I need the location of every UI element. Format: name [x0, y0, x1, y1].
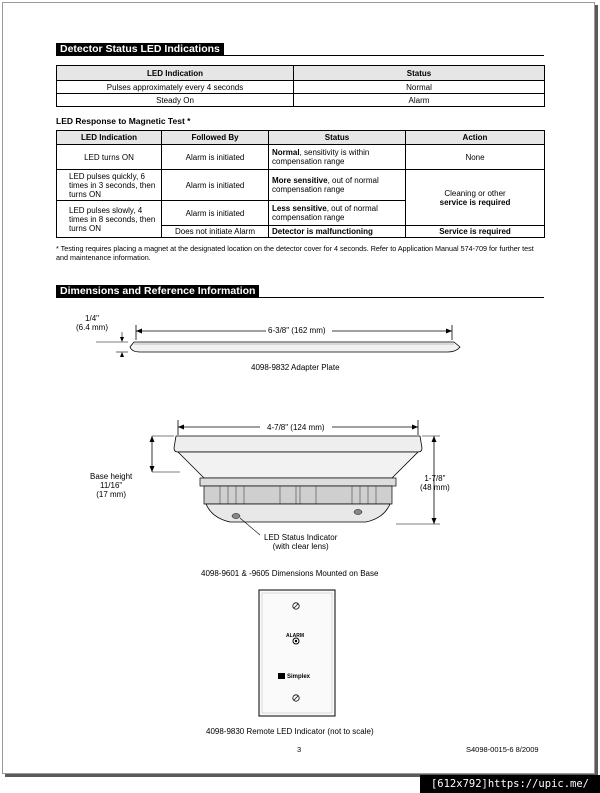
section-rule — [56, 55, 544, 56]
document-number: S4098-0015-6 8/2009 — [466, 745, 539, 754]
table-cell: Steady On — [57, 94, 294, 107]
magnetic-test-table — [56, 130, 545, 238]
remote-led-plate — [258, 589, 338, 719]
remote-caption: 4098-9830 Remote LED Indicator (not to scale) — [206, 727, 374, 736]
table-cell: Alarm is initiated — [162, 170, 269, 201]
table-cell: Service is required — [406, 226, 545, 238]
col-header-led-indication: LED Indication — [57, 66, 294, 81]
detector-drawing — [140, 412, 450, 552]
table-cell: Pulses approximately every 4 seconds — [57, 81, 294, 94]
table-cell: Cleaning or other service is required — [406, 170, 545, 226]
table-cell: Alarm is initiated — [162, 145, 269, 170]
col-header-status: Status — [269, 131, 406, 145]
brand-logo: Simplex — [287, 674, 311, 680]
col-header-led-indication: LED Indication — [57, 131, 162, 145]
table-cell: Normal — [294, 81, 545, 94]
col-header-action: Action — [406, 131, 545, 145]
remote-alarm-label: ALARM — [286, 633, 305, 639]
base-height-label: Base height 11/16" (17 mm) — [90, 472, 133, 499]
plate-caption: 4098-9832 Adapter Plate — [251, 363, 340, 372]
section-rule — [56, 297, 544, 298]
led-indicator-label: LED Status Indicator (with clear lens) — [264, 533, 338, 551]
table-cell: Does not initiate Alarm — [162, 226, 269, 238]
table-cell: Alarm is initiated — [162, 201, 269, 226]
footnote: * Testing requires placing a magnet at the designated location on the detector cover for 4 seconds. Refer to Application Manual 574-709 for further test and maintenance information. — [56, 244, 534, 262]
table-cell: More sensitive, out of normal compensation range — [269, 170, 406, 201]
section-title-dimensions: Dimensions and Reference Information — [56, 285, 259, 297]
watermark: [612x792]https://upic.me/ — [420, 775, 600, 793]
table-cell: Normal, sensitivity is within compensation range — [269, 145, 406, 170]
table-cell: None — [406, 145, 545, 170]
table-cell: Alarm — [294, 94, 545, 107]
section-title-led-indications: Detector Status LED Indications — [56, 43, 224, 55]
table-cell: LED turns ON — [57, 145, 162, 170]
plate-width-label: 6-3/8" (162 mm) — [268, 326, 326, 335]
detector-caption: 4098-9601 & -9605 Dimensions Mounted on Base — [201, 569, 379, 578]
table-cell: LED pulses quickly, 6 times in 3 seconds, then turns ON — [57, 170, 162, 201]
led-status-table — [56, 65, 545, 107]
table-cell: LED pulses slowly, 4 times in 8 seconds, then turns ON — [57, 201, 162, 238]
plate-thickness-label: 1/4" (6.4 mm) — [76, 314, 108, 332]
col-header-followed-by: Followed By — [162, 131, 269, 145]
magnetic-test-title: LED Response to Magnetic Test * — [56, 116, 191, 126]
adapter-plate-drawing — [88, 318, 468, 360]
page-number: 3 — [297, 745, 302, 754]
detector-width-label: 4-7/8" (124 mm) — [267, 423, 325, 432]
table-cell: Detector is malfunctioning — [269, 226, 406, 238]
table-cell: Less sensitive, out of normal compensation range — [269, 201, 406, 226]
col-header-status: Status — [294, 66, 545, 81]
detector-height-label: 1-7/8" (48 mm) — [420, 474, 450, 492]
